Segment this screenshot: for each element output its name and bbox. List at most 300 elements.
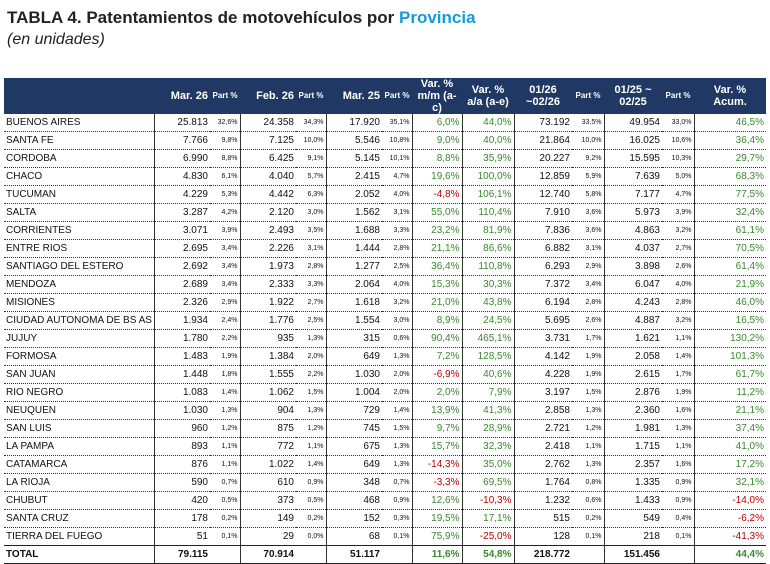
- cell-p3: 2,0%: [382, 384, 412, 402]
- table-row: [4, 384, 766, 402]
- cell-v3: 315: [326, 330, 382, 348]
- cell-vmm: 21,1%: [412, 240, 462, 258]
- table-row: [4, 492, 766, 510]
- cell-a25: 7.177: [604, 186, 662, 204]
- cell-vaa: 465,1%: [462, 330, 514, 348]
- cell-vac: 44,4%: [694, 546, 766, 564]
- table-title: [7, 8, 476, 28]
- cell-p4: 2,9%: [572, 258, 604, 276]
- cell-vmm: 15,3%: [412, 276, 462, 294]
- cell-v2: 1.555: [240, 366, 296, 384]
- cell-p1: 1,8%: [210, 366, 240, 384]
- cell-p1: 1,4%: [210, 384, 240, 402]
- cell-v1: 876: [154, 456, 210, 474]
- cell-vaa: 32,3%: [462, 438, 514, 456]
- cell-p2: 2,8%: [296, 258, 326, 276]
- cell-v1: 1.780: [154, 330, 210, 348]
- cell-v1: 6.990: [154, 150, 210, 168]
- cell-p1: 3,4%: [210, 276, 240, 294]
- cell-v2: 2.120: [240, 204, 296, 222]
- header-var-mm: Var. % m/m (a-c): [417, 78, 457, 114]
- table-row: [4, 474, 766, 492]
- cell-v3: 5.546: [326, 132, 382, 150]
- cell-v3: 17.920: [326, 114, 382, 132]
- cell-v1: 960: [154, 420, 210, 438]
- cell-v3: 1.554: [326, 312, 382, 330]
- cell-v2: 2.226: [240, 240, 296, 258]
- cell-v2: 373: [240, 492, 296, 510]
- cell-vac: -6,2%: [694, 510, 766, 528]
- cell-a25: 218: [604, 528, 662, 546]
- cell-name: RIO NEGRO: [4, 384, 154, 402]
- cell-name: TUCUMAN: [4, 186, 154, 204]
- cell-vaa: -25,0%: [462, 528, 514, 546]
- cell-p1: 3,9%: [210, 222, 240, 240]
- cell-vaa: 44,0%: [462, 114, 514, 132]
- cell-name: LA RIOJA: [4, 474, 154, 492]
- table-row: [4, 150, 766, 168]
- cell-vmm: 90,4%: [412, 330, 462, 348]
- cell-vaa: -10,3%: [462, 492, 514, 510]
- cell-v1: 1.483: [154, 348, 210, 366]
- cell-vaa: 7,9%: [462, 384, 514, 402]
- cell-v1: 25.813: [154, 114, 210, 132]
- cell-p4: 1,9%: [572, 366, 604, 384]
- cell-vac: 17,2%: [694, 456, 766, 474]
- header-provincia: [4, 78, 154, 114]
- cell-v2: 70.914: [240, 546, 296, 564]
- cell-p1: 6,1%: [210, 168, 240, 186]
- cell-name: SAN JUAN: [4, 366, 154, 384]
- cell-vac: 77,5%: [694, 186, 766, 204]
- cell-p3: 0,7%: [382, 474, 412, 492]
- cell-vmm: 8,9%: [412, 312, 462, 330]
- cell-vac: 37,4%: [694, 420, 766, 438]
- cell-vaa: 40,0%: [462, 132, 514, 150]
- cell-a26: 20.227: [514, 150, 572, 168]
- cell-p4: 33,5%: [572, 114, 604, 132]
- cell-p4: 1,5%: [572, 384, 604, 402]
- cell-p2: 34,3%: [296, 114, 326, 132]
- header-mar25: Mar. 25: [342, 90, 380, 102]
- cell-a26: 218.772: [514, 546, 572, 564]
- cell-v3: 468: [326, 492, 382, 510]
- cell-p1: 0,5%: [210, 492, 240, 510]
- cell-v1: 178: [154, 510, 210, 528]
- cell-p2: 3,0%: [296, 204, 326, 222]
- cell-p2: [296, 546, 326, 564]
- cell-p3: 0,6%: [382, 330, 412, 348]
- cell-vmm: 19,6%: [412, 168, 462, 186]
- cell-p5: 3,9%: [662, 204, 694, 222]
- cell-vaa: 110,8%: [462, 258, 514, 276]
- cell-p3: [382, 546, 412, 564]
- cell-p5: 10,3%: [662, 150, 694, 168]
- cell-a26: 2.858: [514, 402, 572, 420]
- cell-vac: 61,4%: [694, 258, 766, 276]
- cell-p5: 2,6%: [662, 258, 694, 276]
- cell-v3: 1.030: [326, 366, 382, 384]
- cell-p2: 1,5%: [296, 384, 326, 402]
- table-subtitle: (en unidades): [7, 31, 105, 48]
- header-var-acum: Var. % Acum.: [713, 84, 747, 108]
- cell-p1: 1,9%: [210, 348, 240, 366]
- cell-p1: 8,8%: [210, 150, 240, 168]
- cell-p3: 0,9%: [382, 492, 412, 510]
- cell-p4: 3,6%: [572, 204, 604, 222]
- cell-vac: 16,5%: [694, 312, 766, 330]
- cell-vaa: 100,0%: [462, 168, 514, 186]
- cell-vmm: -4,8%: [412, 186, 462, 204]
- table-row: [4, 204, 766, 222]
- cell-a26: 12.859: [514, 168, 572, 186]
- cell-a25: 15.595: [604, 150, 662, 168]
- cell-p5: 5,0%: [662, 168, 694, 186]
- cell-v3: 2.064: [326, 276, 382, 294]
- cell-v3: 745: [326, 420, 382, 438]
- cell-name: JUJUY: [4, 330, 154, 348]
- cell-v2: 29: [240, 528, 296, 546]
- cell-name: NEUQUEN: [4, 402, 154, 420]
- cell-vaa: 54,8%: [462, 546, 514, 564]
- cell-v1: 3.071: [154, 222, 210, 240]
- cell-vac: 70,5%: [694, 240, 766, 258]
- table-body: [4, 114, 766, 564]
- header-part3: Part %: [384, 91, 410, 100]
- cell-v3: 1.277: [326, 258, 382, 276]
- cell-name: SANTIAGO DEL ESTERO: [4, 258, 154, 276]
- cell-vac: 32,4%: [694, 204, 766, 222]
- cell-vaa: 41,3%: [462, 402, 514, 420]
- cell-name: BUENOS AIRES: [4, 114, 154, 132]
- cell-v2: 1.384: [240, 348, 296, 366]
- cell-p1: 0,2%: [210, 510, 240, 528]
- cell-p4: 5,9%: [572, 168, 604, 186]
- cell-name: SANTA CRUZ: [4, 510, 154, 528]
- cell-p5: 0,9%: [662, 492, 694, 510]
- cell-a25: 2.876: [604, 384, 662, 402]
- cell-a26: 6.194: [514, 294, 572, 312]
- cell-p5: 2,7%: [662, 240, 694, 258]
- cell-v2: 904: [240, 402, 296, 420]
- cell-v3: 729: [326, 402, 382, 420]
- table-row: [4, 294, 766, 312]
- cell-vmm: 21,0%: [412, 294, 462, 312]
- cell-v2: 1.022: [240, 456, 296, 474]
- cell-p1: 2,2%: [210, 330, 240, 348]
- cell-v3: 1.618: [326, 294, 382, 312]
- cell-p4: 0,1%: [572, 528, 604, 546]
- table-row: [4, 258, 766, 276]
- cell-a26: 2.762: [514, 456, 572, 474]
- cell-p3: 3,0%: [382, 312, 412, 330]
- cell-v3: 1.562: [326, 204, 382, 222]
- cell-p5: 33,0%: [662, 114, 694, 132]
- cell-p4: 5,8%: [572, 186, 604, 204]
- cell-v3: 649: [326, 456, 382, 474]
- header-mar26: Mar. 26: [170, 90, 208, 102]
- cell-vmm: 6,0%: [412, 114, 462, 132]
- cell-vmm: 23,2%: [412, 222, 462, 240]
- cell-vac: 61,7%: [694, 366, 766, 384]
- cell-a25: 4.863: [604, 222, 662, 240]
- cell-p1: 2,9%: [210, 294, 240, 312]
- cell-p3: 35,1%: [382, 114, 412, 132]
- table-row: [4, 168, 766, 186]
- cell-vmm: 8,8%: [412, 150, 462, 168]
- cell-a25: 2.058: [604, 348, 662, 366]
- cell-vaa: 69,5%: [462, 474, 514, 492]
- cell-v2: 875: [240, 420, 296, 438]
- cell-name: CORDOBA: [4, 150, 154, 168]
- cell-p4: [572, 546, 604, 564]
- cell-v2: 2.333: [240, 276, 296, 294]
- cell-p5: 1,1%: [662, 330, 694, 348]
- cell-name: SALTA: [4, 204, 154, 222]
- cell-p5: 1,9%: [662, 384, 694, 402]
- cell-a26: 4.228: [514, 366, 572, 384]
- cell-p1: 32,6%: [210, 114, 240, 132]
- cell-a26: 1.232: [514, 492, 572, 510]
- cell-p4: 0,6%: [572, 492, 604, 510]
- table-title-highlight: Provincia: [399, 8, 476, 27]
- cell-p2: 1,3%: [296, 402, 326, 420]
- table-row: [4, 510, 766, 528]
- cell-name: CATAMARCA: [4, 456, 154, 474]
- cell-p5: 1,6%: [662, 456, 694, 474]
- cell-v1: 1.448: [154, 366, 210, 384]
- cell-vmm: 75,9%: [412, 528, 462, 546]
- cell-p2: 2,0%: [296, 348, 326, 366]
- cell-a26: 73.192: [514, 114, 572, 132]
- cell-vmm: 7,2%: [412, 348, 462, 366]
- cell-p2: 9,1%: [296, 150, 326, 168]
- cell-v3: 649: [326, 348, 382, 366]
- cell-p1: 1,1%: [210, 438, 240, 456]
- cell-vaa: 110,4%: [462, 204, 514, 222]
- cell-vmm: 36,4%: [412, 258, 462, 276]
- cell-p3: 1,3%: [382, 456, 412, 474]
- cell-vmm: 12,6%: [412, 492, 462, 510]
- cell-a25: 1.433: [604, 492, 662, 510]
- header-part4: Part %: [575, 91, 601, 100]
- cell-p1: 0,1%: [210, 528, 240, 546]
- cell-v2: 935: [240, 330, 296, 348]
- cell-p2: 10,0%: [296, 132, 326, 150]
- cell-v2: 610: [240, 474, 296, 492]
- cell-a26: 128: [514, 528, 572, 546]
- cell-p1: 1,3%: [210, 402, 240, 420]
- cell-vmm: 9,0%: [412, 132, 462, 150]
- cell-vac: 41,0%: [694, 438, 766, 456]
- cell-a26: 2.721: [514, 420, 572, 438]
- cell-p3: 1,4%: [382, 402, 412, 420]
- cell-v3: 51.117: [326, 546, 382, 564]
- cell-v1: 1.083: [154, 384, 210, 402]
- cell-p3: 4,0%: [382, 186, 412, 204]
- cell-a25: 1.335: [604, 474, 662, 492]
- cell-a25: 2.357: [604, 456, 662, 474]
- cell-p3: 3,2%: [382, 294, 412, 312]
- cell-p2: 1,2%: [296, 420, 326, 438]
- cell-p4: 10,0%: [572, 132, 604, 150]
- table-row: [4, 456, 766, 474]
- cell-vaa: 86,6%: [462, 240, 514, 258]
- provincias-table: [4, 78, 766, 564]
- cell-p5: 0,1%: [662, 528, 694, 546]
- cell-v1: 2.689: [154, 276, 210, 294]
- cell-vac: 11,2%: [694, 384, 766, 402]
- cell-p4: 3,4%: [572, 276, 604, 294]
- cell-p5: 1,4%: [662, 348, 694, 366]
- cell-vac: 101,3%: [694, 348, 766, 366]
- cell-p4: 1,3%: [572, 402, 604, 420]
- cell-vac: 29,7%: [694, 150, 766, 168]
- cell-a26: 2.418: [514, 438, 572, 456]
- cell-a25: 49.954: [604, 114, 662, 132]
- cell-p5: 3,2%: [662, 222, 694, 240]
- cell-vmm: 11,6%: [412, 546, 462, 564]
- table-row: [4, 438, 766, 456]
- cell-vac: 21,9%: [694, 276, 766, 294]
- cell-v3: 1.004: [326, 384, 382, 402]
- table-row: [4, 114, 766, 132]
- cell-p1: 4,2%: [210, 204, 240, 222]
- cell-p5: 1,7%: [662, 366, 694, 384]
- table-row: [4, 366, 766, 384]
- cell-p4: 2,6%: [572, 312, 604, 330]
- cell-p2: 0,2%: [296, 510, 326, 528]
- cell-p2: 2,7%: [296, 294, 326, 312]
- cell-p2: 1,3%: [296, 330, 326, 348]
- cell-p5: [662, 546, 694, 564]
- cell-a25: 4.037: [604, 240, 662, 258]
- cell-p2: 3,5%: [296, 222, 326, 240]
- cell-vac: 46,5%: [694, 114, 766, 132]
- cell-v2: 1.973: [240, 258, 296, 276]
- cell-p4: 1,1%: [572, 438, 604, 456]
- cell-a26: 12.740: [514, 186, 572, 204]
- cell-name: ENTRE RIOS: [4, 240, 154, 258]
- cell-v1: 2.695: [154, 240, 210, 258]
- cell-vac: 36,4%: [694, 132, 766, 150]
- cell-p5: 10,6%: [662, 132, 694, 150]
- cell-p3: 2,5%: [382, 258, 412, 276]
- table-row: [4, 420, 766, 438]
- cell-v1: 79.115: [154, 546, 210, 564]
- cell-p5: 3,2%: [662, 312, 694, 330]
- cell-p5: 4,0%: [662, 276, 694, 294]
- cell-name: MISIONES: [4, 294, 154, 312]
- cell-p1: 2,4%: [210, 312, 240, 330]
- cell-v3: 68: [326, 528, 382, 546]
- table-title-main: TABLA 4. Patentamientos de motovehículos por: [7, 8, 399, 27]
- cell-vmm: 15,7%: [412, 438, 462, 456]
- cell-a25: 4.887: [604, 312, 662, 330]
- cell-p4: 2,8%: [572, 294, 604, 312]
- cell-p4: 3,6%: [572, 222, 604, 240]
- cell-p3: 10,1%: [382, 150, 412, 168]
- cell-p2: 3,1%: [296, 240, 326, 258]
- cell-vac: -14,0%: [694, 492, 766, 510]
- cell-vmm: 55,0%: [412, 204, 462, 222]
- cell-a25: 5.973: [604, 204, 662, 222]
- header-acc25: 01/25 ~ 02/25: [614, 84, 652, 108]
- cell-name: TIERRA DEL FUEGO: [4, 528, 154, 546]
- cell-a26: 3.731: [514, 330, 572, 348]
- cell-p2: 1,1%: [296, 438, 326, 456]
- cell-vac: 68,3%: [694, 168, 766, 186]
- cell-p1: 5,3%: [210, 186, 240, 204]
- cell-v3: 152: [326, 510, 382, 528]
- cell-p5: 0,9%: [662, 474, 694, 492]
- header-feb26: Feb. 26: [256, 90, 294, 102]
- cell-p5: 0,4%: [662, 510, 694, 528]
- cell-v2: 1.062: [240, 384, 296, 402]
- cell-v2: 1.922: [240, 294, 296, 312]
- cell-a26: 6.293: [514, 258, 572, 276]
- cell-p4: 1,2%: [572, 420, 604, 438]
- cell-v1: 2.326: [154, 294, 210, 312]
- cell-a25: 549: [604, 510, 662, 528]
- cell-vac: 21,1%: [694, 402, 766, 420]
- cell-name: CHUBUT: [4, 492, 154, 510]
- table-row: [4, 330, 766, 348]
- cell-vaa: 35,0%: [462, 456, 514, 474]
- cell-v3: 2.415: [326, 168, 382, 186]
- cell-p2: 0,9%: [296, 474, 326, 492]
- cell-p2: 0,5%: [296, 492, 326, 510]
- cell-name: CIUDAD AUTONOMA DE BS AS: [4, 312, 154, 330]
- cell-a26: 5.695: [514, 312, 572, 330]
- cell-p3: 1,5%: [382, 420, 412, 438]
- cell-v3: 348: [326, 474, 382, 492]
- header-part1: Part %: [212, 91, 238, 100]
- cell-p3: 4,0%: [382, 276, 412, 294]
- table-row: [4, 222, 766, 240]
- cell-v1: 7.766: [154, 132, 210, 150]
- cell-p4: 3,1%: [572, 240, 604, 258]
- cell-v3: 5.145: [326, 150, 382, 168]
- table-row: [4, 312, 766, 330]
- cell-a26: 4.142: [514, 348, 572, 366]
- cell-p1: 3,4%: [210, 258, 240, 276]
- cell-p2: 1,4%: [296, 456, 326, 474]
- cell-vmm: 2,0%: [412, 384, 462, 402]
- cell-p4: 1,9%: [572, 348, 604, 366]
- cell-p2: 0,0%: [296, 528, 326, 546]
- cell-vac: 32,1%: [694, 474, 766, 492]
- cell-v1: 51: [154, 528, 210, 546]
- cell-p3: 0,3%: [382, 510, 412, 528]
- cell-a25: 7.639: [604, 168, 662, 186]
- cell-v1: 420: [154, 492, 210, 510]
- cell-p1: 1,2%: [210, 420, 240, 438]
- cell-p4: 1,3%: [572, 456, 604, 474]
- cell-vaa: 30,3%: [462, 276, 514, 294]
- cell-vmm: -6,9%: [412, 366, 462, 384]
- cell-vaa: 17,1%: [462, 510, 514, 528]
- table-row: [4, 402, 766, 420]
- header-part2: Part %: [298, 91, 324, 100]
- cell-p3: 4,7%: [382, 168, 412, 186]
- cell-vaa: 81,9%: [462, 222, 514, 240]
- cell-v2: 7.125: [240, 132, 296, 150]
- cell-p1: 9,8%: [210, 132, 240, 150]
- cell-p3: 10,8%: [382, 132, 412, 150]
- cell-a25: 2.615: [604, 366, 662, 384]
- cell-a26: 7.836: [514, 222, 572, 240]
